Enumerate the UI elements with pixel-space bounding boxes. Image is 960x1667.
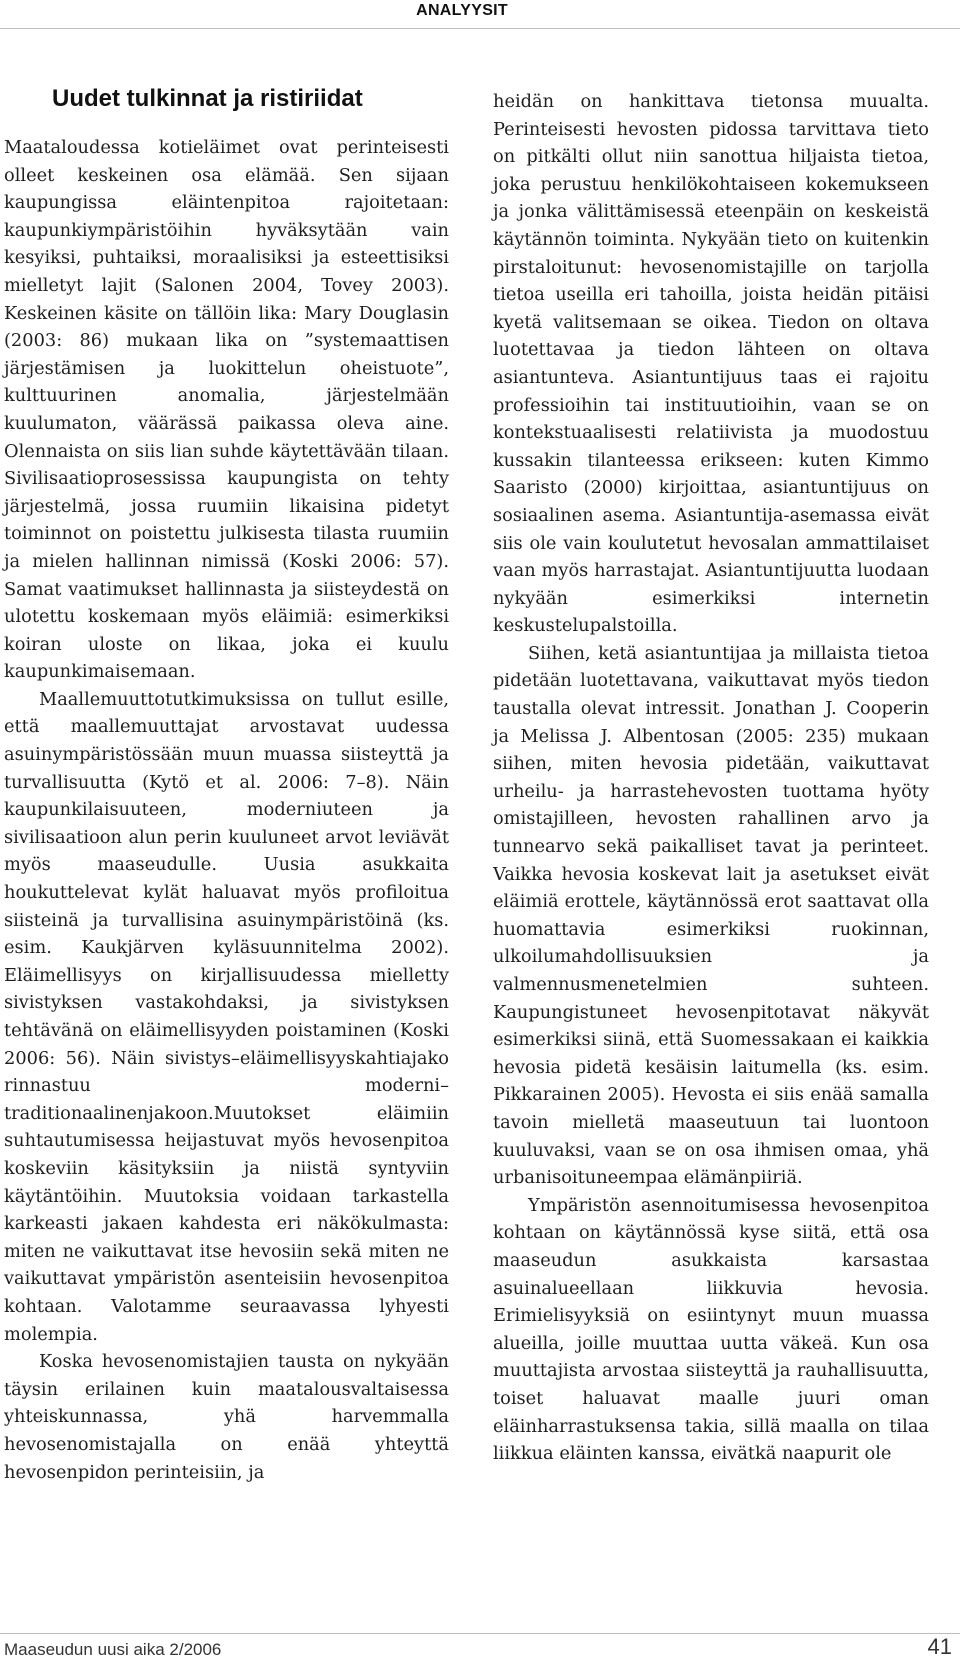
paragraph: Maataloudessa kotieläimet ovat perinteisesti olleet keskeinen osa elämää. Sen sijaan kaupungissa eläintenpitoa rajoitetaan: kaupunkiympäristöihin hyväksytään vain kesyiksi, puhtaiksi, moraalisiksi ja esteettisiksi mielletyt lajit (Salonen 2004, Tovey 2003). Keskeinen käsite on tällöin lika: Mary Douglasin (2003: 86) mukaan lika on ”systemaattisen järjestämisen ja luokittelun oheistuote”, kulttuurinen anomalia, järjestelmään kuulumaton, väärässä paikassa oleva aine. Olennaista on siis lian suhde käytettävään tilaan. Sivilisaatioprosessissa kaupungista on tehty järjestelmä, jossa ruumiin likaisina pidetyt toiminnot on poistettu julkisesta tilasta ruumiin ja mielen hallinnan nimissä (Koski 2006: 57). Samat vaatimukset hallinnasta ja siisteydestä on ulotettu koskemaan myös eläimiä: esimerkiksi koiran uloste on likaa, joka ei kuulu kaupunkimaisemaan. <box>4 137 449 683</box>
paragraph: Koska hevosenomistajien tausta on nykyään täysin erilainen kuin maatalousvaltaisessa yhteiskunnassa, yhä harvemmalla hevosenomistajalla on enää yhteyttä hevosenpidon perinteisiin, ja <box>4 1351 449 1483</box>
page-number: 41 <box>927 1634 952 1659</box>
paragraph: Ympäristön asennoitumisessa hevosenpitoa kohtaan on käytännössä kyse siitä, että osa maaseudun asukkaista karsastaa asuinalueellaan liikkuvia hevosia. Erimielisyyksiä on esiintynyt muun muassa alueilla, joille muuttaa uutta väkeä. Kun osa muuttajista arvostaa siisteyttä ja rauhallisuutta, toiset haluavat maalle juuri oman eläinharrastuksensa takia, sillä maalla on tilaa liikkua eläinten kanssa, eivätkä naapurit ole <box>493 1194 929 1465</box>
header-rule <box>0 28 960 29</box>
paragraph: Maallemuuttotutkimuksissa on tullut esille, että maallemuuttajat arvostavat uudessa asuinympäristössään muun muassa siisteyttä ja turvallisuutta (Kytö et al. 2006: 7–8). Näin kaupunkilaisuuteen, moderniuteen ja sivilisaatioon alun perin kuuluneet arvot leviävät myös maaseudulle. Uusia asukkaita houkuttelevat kylät haluavat myös profiloitua siisteinä ja turvallisina asuinympäristöinä (ks. esim. Kaukjärven kyläsuunnitelma 2002). Eläimellisyys on kirjallisuudessa mielletty sivistyksen vastakohdaksi, ja sivistyksen tehtävänä on eläimellisyyden poistaminen (Koski 2006: 56). Näin sivistys–eläimellisyyskahtiajako rinnastuu moderni–traditionaalinenjakoon.Muutokset eläimiin suhtautumisessa heijastuvat myös hevosenpitoa koskeviin käsityksiin ja niistä syntyviin käytäntöihin. Muutoksia voidaan tarkastella karkeasti jakaen kahdesta eri näkökulmasta: miten ne vaikuttavat itse hevosiin sekä miten ne vaikuttavat ympäristön asenteisiin hevosenpitoa kohtaan. Valotamme seuraavassa lyhyesti molempia. <box>4 688 449 1345</box>
left-column <box>4 85 449 1486</box>
paragraph: heidän on hankittava tietonsa muualta. Perinteisesti hevosten pidossa tarvittava tieto on pitkälti ollut niin sanottua hiljaista tietoa, joka perustuu henkilökohtaiseen kokemukseen ja jonka välittämisessä eteenpäin on keskeistä käytännön toiminta. Nykyään tieto on kuitenkin pirstaloitunut: hevosenomistajille on tarjolla tietoa useilla eri tahoilla, joista heidän pitäisi kyetä valitsemaan se oikea. Tiedon on oltava luotettavaa ja tiedon lähteen on oltava asiantunteva. Asiantuntijuus taas ei rajoitu professioihin tai instituutioihin, vaan se on kontekstuaalisesti relatiivista ja muodostuu kussakin tilanteessa erikseen: kuten Kimmo Saaristo (2000) kirjoittaa, asiantuntijuus on sosiaalinen asema. Asiantuntija-asemassa eivät siis ole vain koulutetut hevosalan ammattilaiset vaan myös harrastajat. Asiantuntijuutta luodaan nykyään esimerkiksi internetin keskustelupalstoilla. <box>493 91 929 637</box>
section-label: ANALYYSIT <box>416 2 508 19</box>
journal-title: Maaseudun uusi aika 2/2006 <box>4 1640 222 1659</box>
right-column <box>493 88 929 1468</box>
footer-rule <box>0 1633 960 1634</box>
paragraph: Siihen, ketä asiantuntijaa ja millaista tietoa pidetään luotettavana, vaikuttavat myös tiedon taustalla olevat intressit. Jonathan J. Cooperin ja Melissa J. Albentosan (2005: 235) mukaan siihen, miten hevosia pidetään, vaikuttavat urheilu- ja harrastehevosten tuottama hyöty omistajilleen, hevosten rahallinen arvo ja tunnearvo sekä paikalliset tavat ja perinteet. Vaikka hevosia koskevat lait ja asetukset eivät eläimiä erottele, käytännössä erot saattavat olla huomattavia esimerkiksi ruokinnan, ulkoilumahdollisuuksien ja valmennusmenetelmien suhteen. Kaupungistuneet hevosenpitotavat näkyvät esimerkiksi siinä, että Suomessakaan ei kaikkia hevosia pidetä kesäisin laitumella (ks. esim. Pikkarainen 2005). Hevosta ei siis enää samalla tavoin mielletä maaseutuun tai luontoon kuuluvaksi, vaan se on osa ihmisen omaa, yhä urbanisoituneempaa elämänpiiriä. <box>493 642 929 1189</box>
section-heading: Uudet tulkinnat ja ristiriidat <box>52 85 363 112</box>
